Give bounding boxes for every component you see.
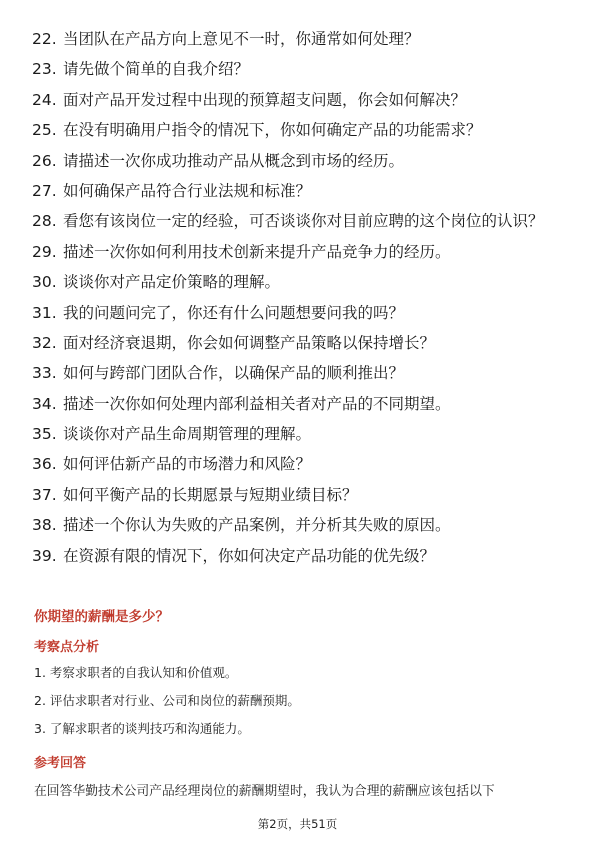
question-item <box>32 180 567 202</box>
question-text: 请先做个简单的自我介绍？ <box>63 60 250 79</box>
question-number: 39. <box>32 546 57 565</box>
question-text: 描述一次你如何处理内部利益相关者对产品的不同期望。 <box>63 394 451 413</box>
question-item <box>32 545 567 567</box>
question-number: 27. <box>32 181 57 200</box>
question-text: 如何与跨部门团队合作，以确保产品的顺利推出？ <box>63 364 405 383</box>
section-title: 你期望的薪酬是多少？ <box>34 609 169 625</box>
question-text: 面对经济衰退期，你会如何调整产品策略以保持增长？ <box>63 333 436 352</box>
question-number: 32. <box>32 333 57 352</box>
question-number: 36. <box>32 455 57 474</box>
question-item <box>32 119 567 141</box>
analysis-point: 3. 了解求职者的谈判技巧和沟通能力。 <box>34 721 250 736</box>
question-text: 谈谈你对产品定价策略的理解。 <box>63 273 281 292</box>
question-number: 29. <box>32 242 57 261</box>
question-item <box>32 362 567 384</box>
question-number: 37. <box>32 485 57 504</box>
question-item <box>32 332 567 354</box>
question-item <box>32 484 567 506</box>
question-number: 22. <box>32 30 57 48</box>
question-item <box>32 393 567 415</box>
analysis-point: 1. 考察求职者的自我认知和价值观。 <box>34 665 238 680</box>
question-item <box>32 423 567 445</box>
question-text: 看您有该岗位一定的经验，可否谈谈你对目前应聘的这个岗位的认识？ <box>63 212 544 231</box>
question-number: 26. <box>32 151 57 170</box>
page-number-footer: 第2页，共51页 <box>257 817 338 831</box>
question-item <box>32 150 567 172</box>
question-text: 在资源有限的情况下，你如何决定产品功能的优先级？ <box>63 546 436 565</box>
question-text: 描述一个你认为失败的产品案例，并分析其失败的原因。 <box>63 516 451 535</box>
question-number: 25. <box>32 121 57 140</box>
question-number: 24. <box>32 90 57 109</box>
answer-text: 在回答华勤技术公司产品经理岗位的薪酬期望时，我认为合理的薪酬应该包括以下 <box>34 784 495 799</box>
question-item <box>32 89 567 111</box>
question-number: 38. <box>32 516 57 535</box>
question-text: 谈谈你对产品生命周期管理的理解。 <box>63 425 312 444</box>
question-number: 30. <box>32 273 57 292</box>
question-text: 面对产品开发过程中出现的预算超支问题，你会如何解决？ <box>63 90 467 109</box>
question-text: 请描述一次你成功推动产品从概念到市场的经历。 <box>63 151 405 170</box>
question-item <box>32 271 567 293</box>
question-number: 33. <box>32 364 57 383</box>
question-number: 34. <box>32 394 57 413</box>
question-item <box>32 210 567 232</box>
analysis-point: 2. 评估求职者对行业、公司和岗位的薪酬预期。 <box>34 693 300 708</box>
question-item <box>32 28 567 50</box>
question-text: 当团队在产品方向上意见不一时，你通常如何处理？ <box>63 30 420 48</box>
question-item <box>32 58 567 80</box>
question-number: 35. <box>32 425 57 444</box>
question-list <box>32 28 567 575</box>
question-number: 23. <box>32 60 57 79</box>
analysis-title: 考察点分析 <box>34 640 100 655</box>
answer-title: 参考回答 <box>34 756 87 771</box>
question-text: 我的问题问完了，你还有什么问题想要问我的吗？ <box>63 303 405 322</box>
question-number: 31. <box>32 303 57 322</box>
question-text: 在没有明确用户指令的情况下，你如何确定产品的功能需求？ <box>63 121 482 140</box>
question-item <box>32 241 567 263</box>
question-item <box>32 302 567 324</box>
question-text: 描述一次你如何利用技术创新来提升产品竞争力的经历。 <box>63 242 451 261</box>
question-item <box>32 453 567 475</box>
question-text: 如何平衡产品的长期愿景与短期业绩目标？ <box>63 485 358 504</box>
question-number: 28. <box>32 212 57 231</box>
question-item <box>32 514 567 536</box>
question-text: 如何确保产品符合行业法规和标准？ <box>63 181 312 200</box>
question-text: 如何评估新产品的市场潜力和风险？ <box>63 455 312 474</box>
